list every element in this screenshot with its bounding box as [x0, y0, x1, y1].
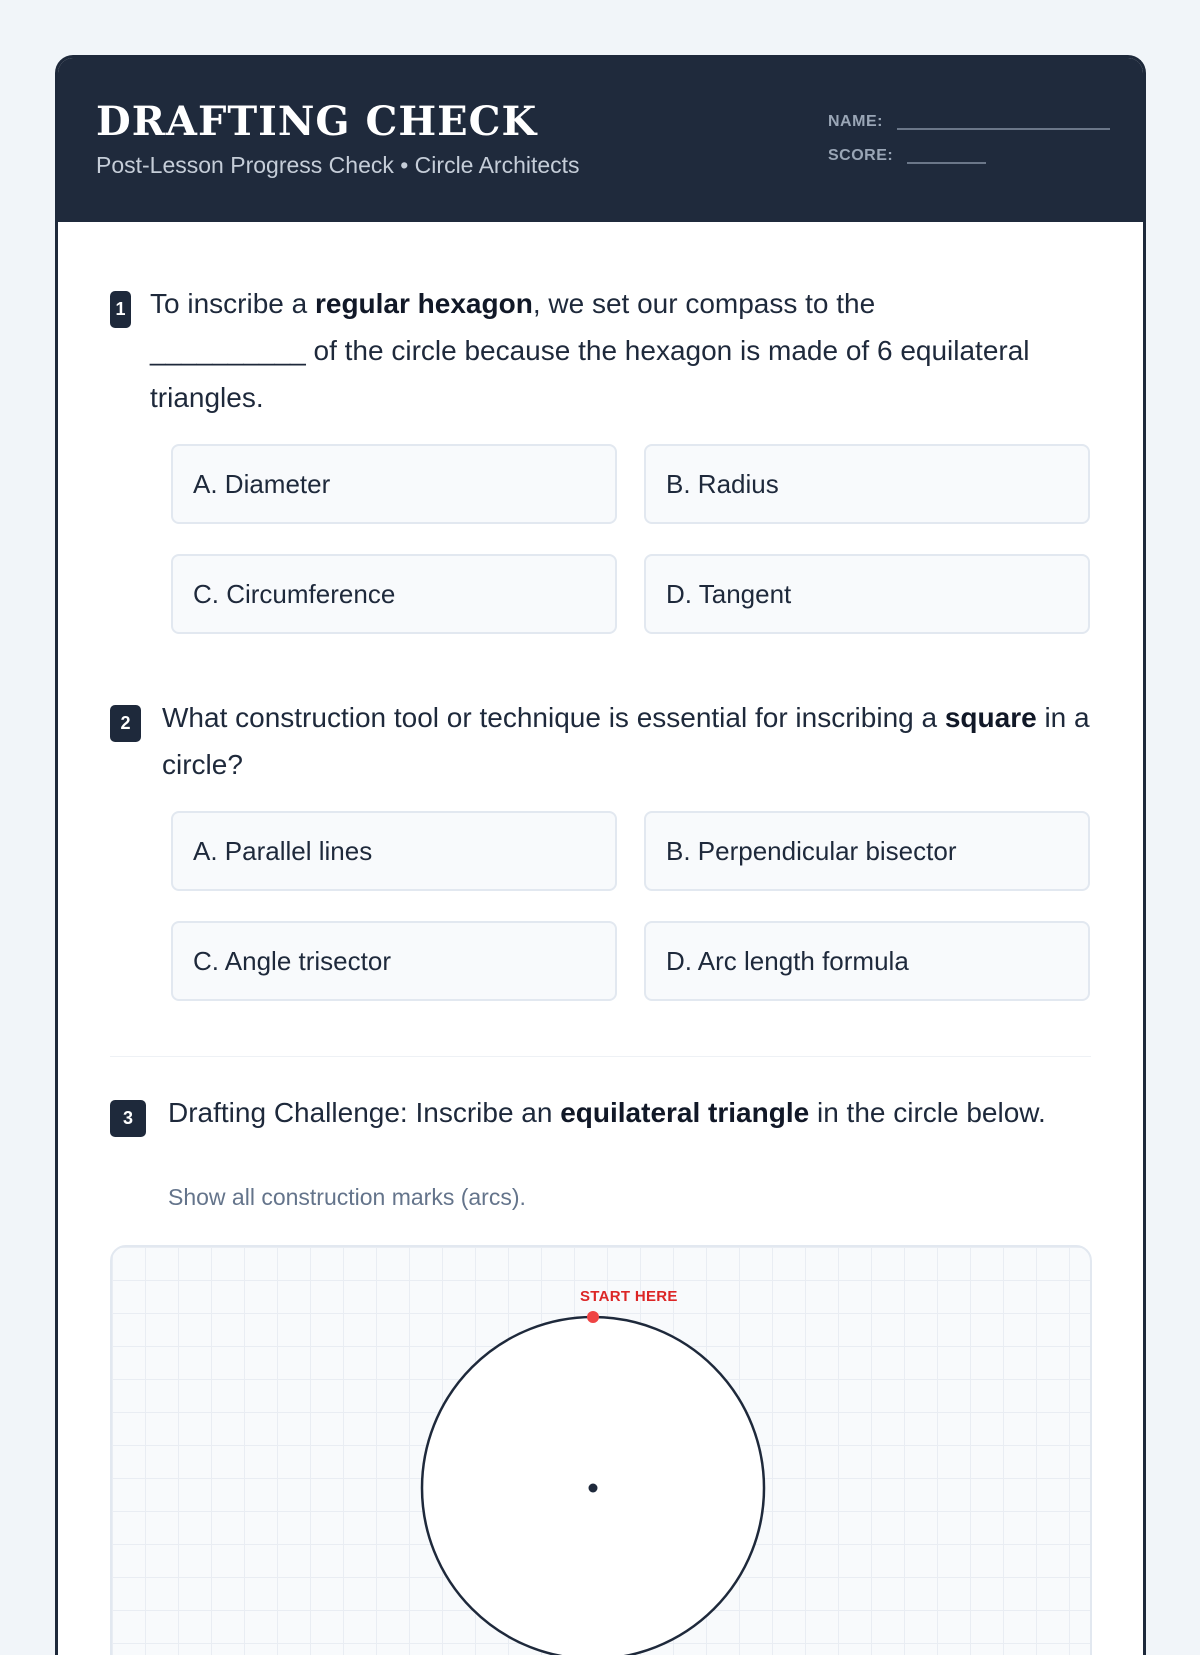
name-line[interactable] [897, 128, 1110, 130]
option-q1-c[interactable]: C. Circumference [171, 554, 617, 634]
question-text [110, 280, 1091, 421]
page-title: DRAFTING CHECK [96, 98, 538, 145]
construction-hint: Show all construction marks (arcs). [168, 1184, 526, 1210]
option-q2-c[interactable]: C. Angle trisector [171, 921, 617, 1001]
start-here-label: START HERE [580, 1288, 678, 1305]
start-point-marker [587, 1311, 599, 1323]
worksheet [55, 55, 1146, 1655]
question-text [110, 694, 1091, 788]
question-number-badge: 3 [110, 1100, 146, 1137]
question-text-part: To inscribe a [150, 288, 315, 319]
question-number-badge: 2 [110, 705, 141, 742]
option-q2-a[interactable]: A. Parallel lines [171, 811, 617, 891]
construction-diagram[interactable] [112, 1247, 1092, 1655]
score-field[interactable] [828, 148, 986, 164]
option-q2-d[interactable]: D. Arc length formula [644, 921, 1090, 1001]
page-subtitle: Post-Lesson Progress Check • Circle Architects [96, 152, 580, 178]
option-q1-d[interactable]: D. Tangent [644, 554, 1090, 634]
drawing-area[interactable] [110, 1245, 1092, 1655]
question-text-part: of the circle because the hexagon is made of 6 equilateral triangles. [150, 335, 1030, 413]
answer-blank: __________ [150, 335, 306, 366]
question-text-part: in a circle? [162, 702, 1090, 780]
score-line[interactable] [907, 162, 986, 164]
question-2 [110, 694, 1091, 788]
circle-center-point [589, 1484, 598, 1493]
option-q1-a[interactable]: A. Diameter [171, 444, 617, 524]
question-keyword: equilateral triangle [560, 1097, 810, 1128]
worksheet-header [58, 58, 1143, 222]
question-text-part: What construction tool or technique is essential for inscribing a [162, 702, 945, 733]
question-number-badge: 1 [110, 291, 131, 328]
question-text-part: , we set our compass to the [532, 288, 876, 319]
question-text-part: in the circle below. [809, 1097, 1046, 1128]
question-text-part: Drafting Challenge: Inscribe an [168, 1097, 561, 1128]
name-label: NAME: [828, 113, 883, 130]
score-label: SCORE: [828, 147, 894, 164]
name-field[interactable] [828, 114, 1110, 130]
question-text [110, 1089, 1091, 1136]
question-1 [110, 280, 1091, 421]
option-q2-b[interactable]: B. Perpendicular bisector [644, 811, 1090, 891]
option-q1-b[interactable]: B. Radius [644, 444, 1090, 524]
question-keyword: regular hexagon [314, 288, 533, 319]
question-keyword: square [944, 702, 1037, 733]
section-divider [110, 1056, 1091, 1057]
question-3 [110, 1089, 1091, 1136]
